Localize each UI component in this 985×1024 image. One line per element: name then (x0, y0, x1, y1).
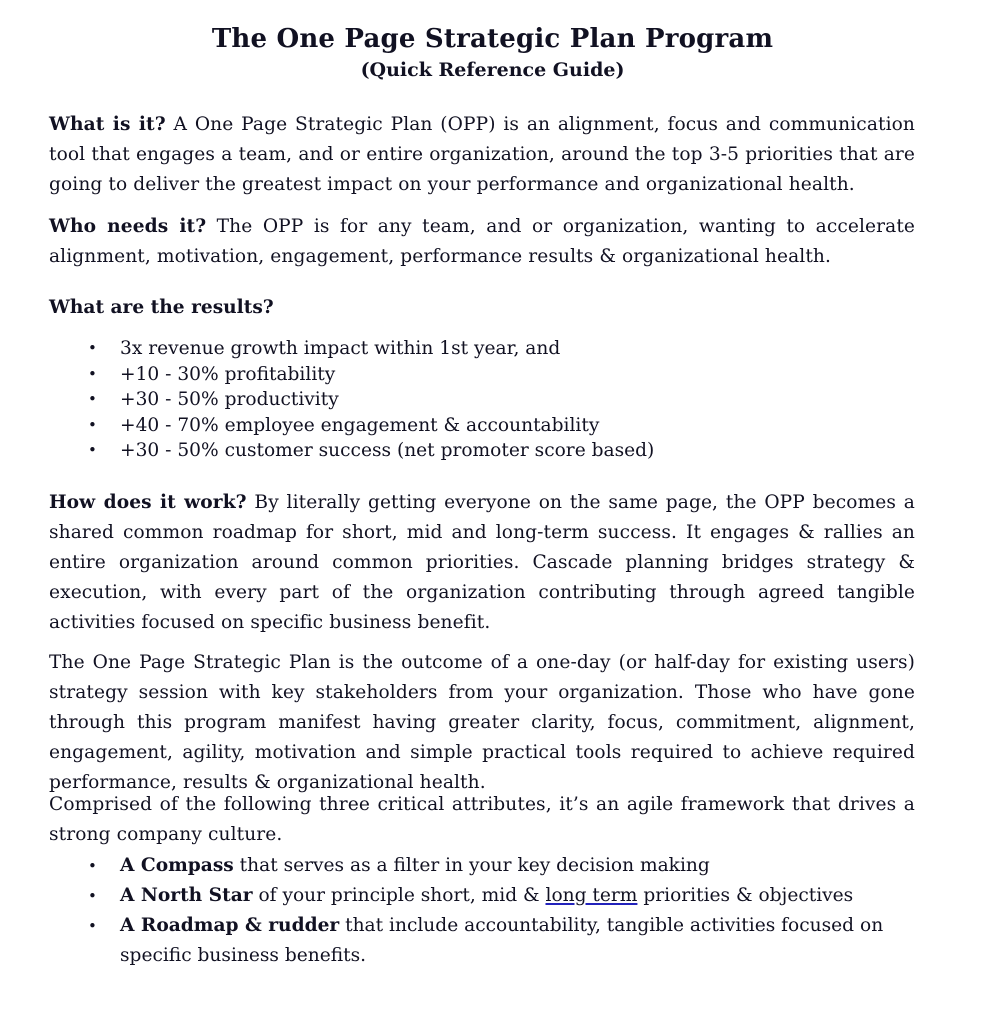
attributes-bullets (49, 851, 915, 971)
section-outcome (49, 648, 915, 798)
attribute-text-after-link: priorities & objectives (637, 885, 854, 906)
what-is-it-body: A One Page Strategic Plan (OPP) is an alignment, focus and communication tool that engages a team, and or entire organization, around the top 3-5 priorities that are going to deliver the greatest impact on your performance and organizational health. (49, 114, 915, 195)
list-item: • +30 - 50% customer success (net promoter score based) (49, 438, 915, 464)
attribute-text-before-link: that serves as a filter in your key decision making (233, 855, 710, 876)
attribute-lead: A Compass (120, 855, 234, 876)
section-results (49, 293, 915, 323)
section-how-does-it-work (49, 488, 915, 638)
list-item: • +10 - 30% profitability (49, 362, 915, 388)
attribute-text-before-link: of your principle short, mid & (252, 885, 546, 906)
list-item (49, 851, 915, 881)
results-bullets (49, 336, 915, 464)
list-item (49, 911, 915, 971)
section-comprised (49, 790, 915, 850)
attribute-lead: A Roadmap & rudder (120, 915, 340, 936)
who-needs-it-lead: Who needs it? (49, 216, 207, 237)
how-does-it-work-lead: How does it work? (49, 492, 247, 513)
what-is-it-paragraph (49, 110, 915, 200)
list-item (49, 881, 915, 911)
attribute-text-before-link: that include accountability, tangible activities focused on specific business benefits. (120, 915, 884, 966)
list-item: • +40 - 70% employee engagement & accountability (49, 413, 915, 439)
page-subtitle: (Quick Reference Guide) (360, 58, 625, 81)
outcome-paragraph: The One Page Strategic Plan is the outcome of a one-day (or half-day for existing users) strategy session with key stakeholders from your organization. Those who have gone through this program manifest having greater clarity, focus, commitment, alignment, engagement, agility, motivation and simple practical tools required to achieve required performance, results & organizational health. (49, 652, 915, 793)
how-does-it-work-body: By literally getting everyone on the same page, the OPP becomes a shared common roadmap for short, mid and long-term success. It engages & rallies an entire organization around common priorities. Cascade planning bridges strategy & execution, with every part of the organization contributing through agreed tangible activities focused on specific business benefit. (49, 492, 915, 633)
attributes-bullet-list (49, 851, 915, 971)
attribute-lead: A North Star (120, 885, 253, 906)
page-title: The One Page Strategic Plan Program (211, 24, 774, 54)
section-what-is-it (49, 110, 915, 200)
what-is-it-lead: What is it? (49, 114, 166, 135)
list-item: • +30 - 50% productivity (49, 387, 915, 413)
who-needs-it-body: The OPP is for any team, and or organization, wanting to accelerate alignment, motivation, engagement, performance results & organizational health. (49, 216, 915, 267)
results-heading: What are the results? (49, 297, 274, 318)
list-item: • 3x revenue growth impact within 1st year, and (49, 336, 915, 362)
section-who-needs-it (49, 212, 915, 272)
who-needs-it-paragraph (49, 212, 915, 272)
how-does-it-work-paragraph (49, 488, 915, 638)
comprised-paragraph: Comprised of the following three critical attributes, it’s an agile framework that drives a strong company culture. (49, 794, 915, 845)
results-bullet-list (49, 336, 915, 464)
attribute-link-text[interactable]: long term (545, 885, 638, 906)
